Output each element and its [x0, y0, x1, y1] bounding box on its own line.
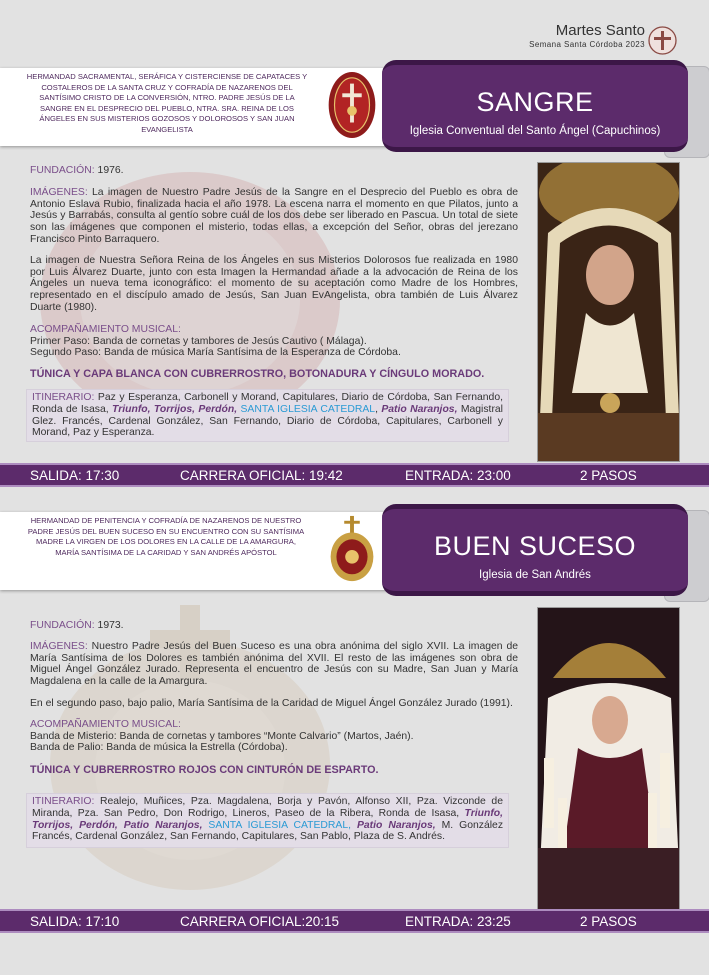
fundacion-value: 1973. [97, 620, 124, 631]
hermandad-shield-icon [327, 70, 377, 140]
fundacion-paragraph [30, 165, 518, 177]
page-subtitle: Semana Santa Córdoba 2023 [529, 40, 645, 49]
itinerario-part: Magistral Glez. Francés, Cardenal González, San Fernando, Diario de Córdoba, Capitulares, Carbonell y Morand, Paz y Esperanza. [32, 403, 503, 439]
itinerario-part: M. González Francés, Cardenal González, San Fernando, Capitulares, San Pablo, Plaza de S. Andrés. [32, 819, 504, 843]
musica-line: Banda de Palio: Banda de música la Estrella (Córdoba). [30, 742, 288, 754]
itinerario-part: Realejo, Muñices, Pza. Magdalena, Borja y Pavón, Alfonso XII, Pza. Vizconde de Miranda, Pza. San Pedro, Don Rodrigo, Lineros, Paseo de la Ribera, Ronda de Isasa, [32, 795, 503, 819]
fundacion-label: FUNDACIÓN: [30, 165, 95, 176]
itinerario-cathedral: SANTA IGLESIA CATEDRAL, [208, 819, 352, 831]
hermandad-full-name: HERMANDAD DE PENITENCIA Y COFRADÍA DE NAZARENOS DE NUESTRO PADRE JESÚS DEL BUEN SUCESO EN SU ENCUENTRO CON SU SANTÍSIMA MADRE LA VIRGEN DE LOS DOLORES EN LA CALLE DE LA AMARGURA, MARÍA SANTÍSIMA DE LA CARIDAD Y SAN ANDRÉS APÓSTOL [27, 516, 305, 557]
hermandad-shield-icon [327, 514, 377, 584]
entrada-time: ENTRADA: 23:00 [405, 468, 511, 483]
brotherhood-name: SANGRE [476, 87, 594, 117]
musica-label: ACOMPAÑAMIENTO MUSICAL: [30, 323, 181, 335]
imagenes-label: IMÁGENES: [30, 640, 88, 652]
church-name: Iglesia de San Andrés [479, 569, 591, 581]
brotherhood-content [30, 165, 518, 442]
brotherhood-title-box [382, 60, 688, 152]
page-title: Martes Santo [555, 22, 645, 39]
imagenes-paragraph-2: La imagen de Nuestra Señora Reina de los Ángeles en sus Misterios Dolorosos fue realizada en 1980 por Luis Álvarez Duarte, junto con esta Imagen la Hermandad añade a la advocación de Reina de los Ángeles un nueva tema iconográfico: el momento de su aceptación como Madre de los Hombres, representado en el discípulo amado de Jesús, San Juan EvAngelista, obra también de Luis Álvarez Duarte (1980). [30, 254, 518, 313]
pasos-count: 2 PASOS [580, 914, 637, 929]
itinerario-highlight: Patio Naranjos, [381, 403, 458, 415]
virgin-photo [537, 162, 680, 462]
imagenes-paragraph [30, 641, 518, 688]
musica-line: Segundo Paso: Banda de música María Santísima de la Esperanza de Córdoba. [30, 347, 401, 359]
imagenes-paragraph [30, 187, 518, 246]
virgin-photo [537, 607, 680, 910]
itinerario-label: ITINERARIO: [32, 391, 95, 403]
carrera-oficial-time: CARRERA OFICIAL:20:15 [180, 914, 340, 929]
cross-emblem-icon [648, 26, 677, 55]
itinerario-box: ITINERARIO: Paz y Esperanza, Carbonell y Morand, Capitulares, Diario de Córdoba, San Fernando, Ronda de Isasa, Triunfo, Torrijos, Perdón, SANTA IGLESIA CATEDRAL, Patio Naranjos, Magistral Glez. Francés, Cardenal González, San Fernando, Diario de Córdoba, Capitulares, Carbonell y Morand, Paz y Esperanza. [26, 389, 509, 442]
brotherhood-title-box [382, 504, 688, 596]
itinerario-cathedral: SANTA IGLESIA CATEDRAL [240, 403, 376, 415]
musica-label: ACOMPAÑAMIENTO MUSICAL: [30, 718, 181, 730]
itinerario-box [26, 793, 509, 848]
musica-line: Banda de Misterio: Banda de cornetas y tambores “Monte Calvario” (Martos, Jaén). [30, 730, 414, 742]
brotherhood-name: BUEN SUCESO [433, 531, 637, 561]
church-name: Iglesia Conventual del Santo Ángel (Capuchinos) [409, 125, 661, 137]
pasos-count: 2 PASOS [580, 468, 637, 483]
fundacion-value: 1976. [97, 165, 124, 176]
imagenes-text: Nuestro Padre Jesús del Buen Suceso es una obra anónima del siglo XVII. La imagen de María Santísima de los Dolores es también anónima del XVII. El resto de las imágenes son obra de Miguel Ángel González Jurado. Representa el encuentro de Jesús con su Madre, San Juan y María Magdalena en la calle de la Amargura. [30, 640, 519, 688]
imagenes-paragraph-2: En el segundo paso, bajo palio, María Santísima de la Caridad de Miguel Ángel González Jurado (1991). [30, 697, 513, 709]
salida-time: SALIDA: 17:30 [30, 468, 120, 483]
entrada-time: ENTRADA: 23:25 [405, 914, 511, 929]
imagenes-label: IMÁGENES: [30, 186, 88, 198]
brotherhood-content [30, 620, 518, 848]
musica-line: Primer Paso: Banda de cornetas y tambores de Jesús Cautivo ( Málaga). [30, 335, 367, 347]
carrera-oficial-time: CARRERA OFICIAL: 19:42 [180, 468, 343, 483]
hermandad-full-name: HERMANDAD SACRAMENTAL, SERÁFICA Y CISTERCIENSE DE CAPATACES Y COSTALEROS DE LA SANTA CRUZ Y COFRADÍA DE NAZARENOS DEL SANTÍSIMO CRISTO DE LA CONVERSIÓN, NTRO. PADRE JESÚS DE LA SANGRE EN EL DESPRECIO DEL PUEBLO, NTRA. SRA. REINA DE LOS ÁNGELES EN SUS MISTERIOS GOZOSOS Y DOLOROSOS Y SAN JUAN EVANGELISTA [26, 72, 308, 134]
schedule-bar [0, 909, 709, 933]
imagenes-text: La imagen de Nuestro Padre Jesús de la Sangre en el Desprecio del Pueblo es obra de Antonio Eslava Rubio, finalizada hacia el año 1978. La escena narra el momento en que Pilatos, junto a Jesús y Barrabás, consulta al gentío sobre cuál de los dos debe ser liberado en Pascua. Un total de siete son las imágenes que componen el misterio, todas ellas, a excepción del Señor, obras del jerezano Francisco Pinto Barraquero. [30, 186, 518, 245]
fundacion-label: FUNDACIÓN: [30, 620, 95, 631]
itinerario-highlight: Triunfo, Torrijos, Perdón, [112, 403, 238, 415]
fundacion-paragraph [30, 620, 518, 632]
itinerario-part: Paz y Esperanza, Carbonell y Morand, Capitulares, Diario de Córdoba, San Fernando, Ronda de Isasa, [32, 391, 503, 415]
virgin-image-icon [538, 163, 680, 462]
itinerario-highlight: Patio Naranjos, [356, 819, 436, 831]
schedule-bar [0, 463, 709, 487]
virgin-image-icon [538, 608, 680, 910]
tunica-text: TÚNICA Y CAPA BLANCA CON CUBRERROSTRO, BOTONADURA Y CÍNGULO MORADO. [30, 368, 485, 381]
itinerario-highlight: Triunfo, Torrijos, Perdón, Patio Naranjos, [32, 807, 504, 831]
tunica-text: TÚNICA Y CUBRERROSTRO ROJOS CON CINTURÓN DE ESPARTO. [30, 764, 379, 777]
itinerario-label: ITINERARIO: [32, 795, 95, 807]
salida-time: SALIDA: 17:10 [30, 914, 120, 929]
